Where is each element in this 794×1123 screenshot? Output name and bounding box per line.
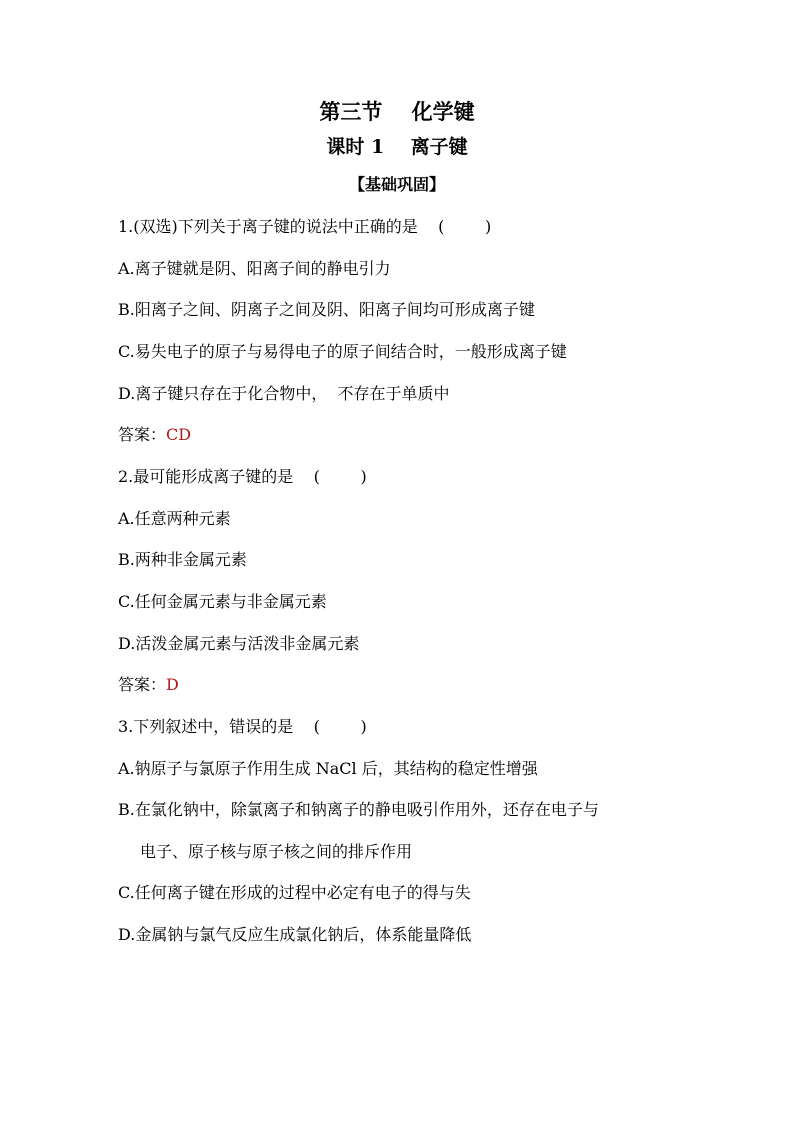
question-1-stem: 1.(双选)下列关于离子键的说法中正确的是 ( ) xyxy=(118,217,492,236)
question-3-option-b-continuation: 电子、原子核与原子核之间的排斥作用 xyxy=(140,842,413,861)
question-3-option-c: C.任何离子键在形成的过程中必定有电子的得与失 xyxy=(118,883,471,902)
section-heading: 【基础巩固】 xyxy=(348,175,445,194)
answer-label: 答案： xyxy=(118,425,167,444)
answer-label: 答案： xyxy=(118,675,167,694)
page-title: 第三节 化学键 xyxy=(319,99,475,124)
answer-value: CD xyxy=(166,425,192,444)
question-1-option-c: C.易失电子的原子与易得电子的原子间结合时，一般形成离子键 xyxy=(118,342,567,361)
question-2-stem: 2.最可能形成离子键的是 ( ) xyxy=(118,467,367,486)
question-2-option-b: B.两种非金属元素 xyxy=(118,550,247,569)
question-1-answer xyxy=(118,423,191,447)
question-3-option-b: B.在氯化钠中，除氯离子和钠离子的静电吸引作用外，还存在电子与 xyxy=(118,800,599,819)
question-2-option-c: C.任何金属元素与非金属元素 xyxy=(118,592,327,611)
question-2-option-a: A.任意两种元素 xyxy=(118,509,231,528)
question-1-option-d: D.离子键只存在于化合物中， 不存在于单质中 xyxy=(118,384,450,403)
question-3-option-d: D.金属钠与氯气反应生成氯化钠后，体系能量降低 xyxy=(118,925,472,944)
question-1-option-b: B.阳离子之间、阴离子之间及阴、阳离子间均可形成离子键 xyxy=(118,300,535,319)
question-3-option-a: A.钠原子与氯原子作用生成 NaCl 后，其结构的稳定性增强 xyxy=(118,759,538,778)
question-2-option-d: D.活泼金属元素与活泼非金属元素 xyxy=(118,634,360,653)
question-2-answer xyxy=(118,673,179,697)
lesson-subtitle: 课时 1 离子键 xyxy=(326,136,468,158)
question-1-option-a: A.离子键就是阴、阳离子间的静电引力 xyxy=(118,259,391,278)
answer-value: D xyxy=(166,675,179,694)
question-3-stem: 3.下列叙述中，错误的是 ( ) xyxy=(118,717,367,736)
